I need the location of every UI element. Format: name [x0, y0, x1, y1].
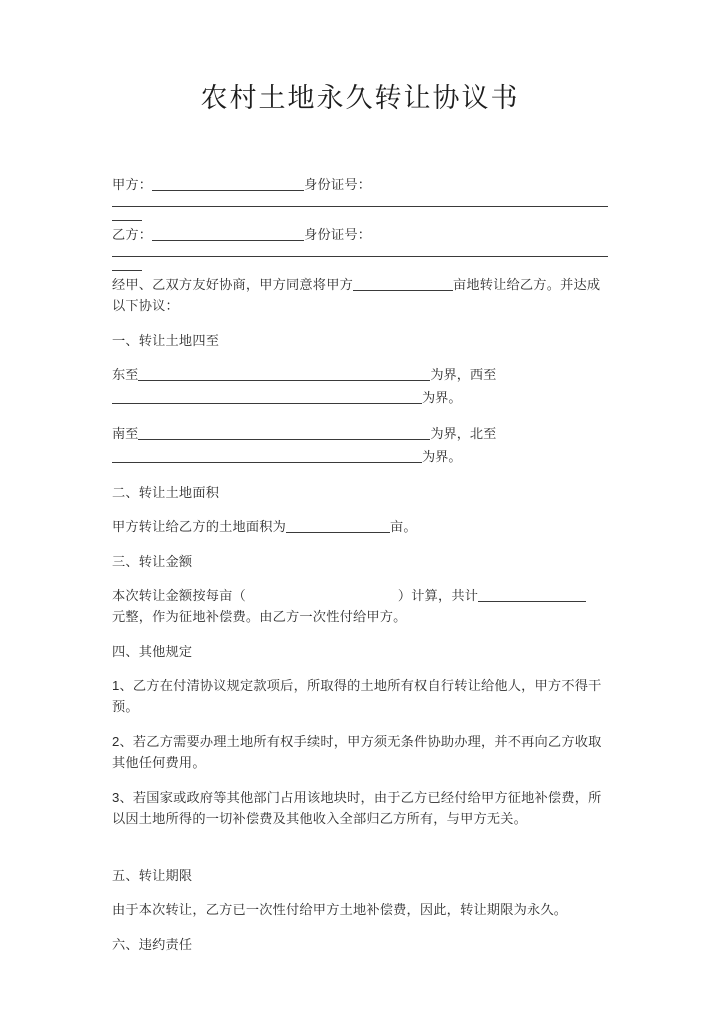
section-heading-6: 六、违约责任: [112, 937, 193, 953]
section-heading-4: 四、其他规定: [112, 644, 193, 660]
boundary-row-south: [112, 423, 608, 444]
amount-text-mid: ）计算，共计: [397, 588, 479, 604]
section-4-item-2: 2、若乙方需要办理土地所有权手续时，甲方须无条件协助办理，并不再向乙方收取其他任何费用。: [112, 734, 602, 771]
preamble-mu-blank[interactable]: [353, 276, 453, 291]
boundary-west-end-label: 为界。: [422, 390, 462, 406]
section-heading-2: 二、转让土地面积: [112, 485, 220, 501]
boundary-row-west: [112, 387, 608, 408]
boundary-row-east: [112, 364, 608, 385]
amount-total-blank[interactable]: [478, 587, 586, 602]
area-text-before: 甲方转让给乙方的土地面积为: [112, 519, 287, 535]
section-4-item-3: 3、若国家或政府等其他部门占用该地块时，由于乙方已经付给甲方征地补偿费，所以因土地所得的一切补偿费及其他收入全部归乙方所有，与甲方无关。: [112, 790, 602, 827]
section-5-body: 由于本次转让，乙方已一次性付给甲方土地补偿费，因此，转让期限为永久。: [112, 902, 568, 918]
party-b-id-label: 身份证号：: [304, 227, 372, 243]
boundary-east-label: 东至: [112, 367, 139, 383]
boundary-group-east-west: [112, 364, 608, 408]
boundary-north-end-label: 为界。: [422, 449, 462, 465]
amount-line-2: 元整，作为征地补偿费。由乙方一次性付给甲方。: [112, 609, 407, 625]
party-b-name-blank[interactable]: [152, 226, 304, 241]
amount-per-mu-blank[interactable]: [246, 588, 398, 602]
party-a-id-label: 身份证号：: [304, 177, 372, 193]
section-2-body: [112, 516, 608, 537]
party-b-label: 乙方：: [112, 227, 153, 243]
party-b-id-blank-rule[interactable]: [112, 256, 608, 257]
amount-line-1: [112, 588, 586, 603]
preamble-text-before: 经甲、乙双方友好协商，甲方同意将甲方: [112, 277, 353, 293]
boundary-south-label: 南至: [112, 426, 139, 442]
boundary-east-blank[interactable]: [138, 366, 430, 381]
boundary-west-blank[interactable]: [112, 389, 422, 404]
party-a-id-blank-rule[interactable]: [112, 206, 608, 207]
section-heading-3: 三、转让金额: [112, 554, 193, 570]
party-a-name-blank[interactable]: [152, 176, 304, 191]
party-a-line: [112, 174, 608, 195]
area-blank[interactable]: [286, 518, 390, 533]
boundary-north-blank[interactable]: [112, 448, 422, 463]
boundary-east-mid-label: 为界，西至: [430, 367, 497, 383]
preamble-paragraph: [112, 274, 608, 316]
party-a-id-blank-stub[interactable]: [112, 220, 142, 221]
boundary-south-mid-label: 为界，北至: [430, 426, 497, 442]
preamble-text-after: 亩地转让给乙方。并达成以下协议：: [112, 277, 601, 314]
boundary-group-south-north: [112, 423, 608, 467]
amount-text-before: 本次转让金额按每亩（: [112, 588, 246, 604]
section-spacer: [112, 843, 608, 865]
section-4-item-1: 1、乙方在付清协议规定款项后，所取得的土地所有权自行转让给他人，甲方不得干预。: [112, 678, 602, 715]
party-a-label: 甲方：: [112, 177, 153, 193]
party-b-line: [112, 224, 608, 245]
area-text-after: 亩。: [390, 519, 417, 535]
party-b-id-blank-stub[interactable]: [112, 270, 142, 271]
page-title: 农村土地永久转让协议书: [200, 83, 520, 113]
section-3-body: [112, 585, 608, 627]
boundary-south-blank[interactable]: [138, 425, 430, 440]
boundary-row-north: [112, 446, 608, 467]
section-heading-1: 一、转让土地四至: [112, 333, 220, 349]
document-body: [0, 114, 720, 955]
section-heading-5: 五、转让期限: [112, 868, 193, 884]
